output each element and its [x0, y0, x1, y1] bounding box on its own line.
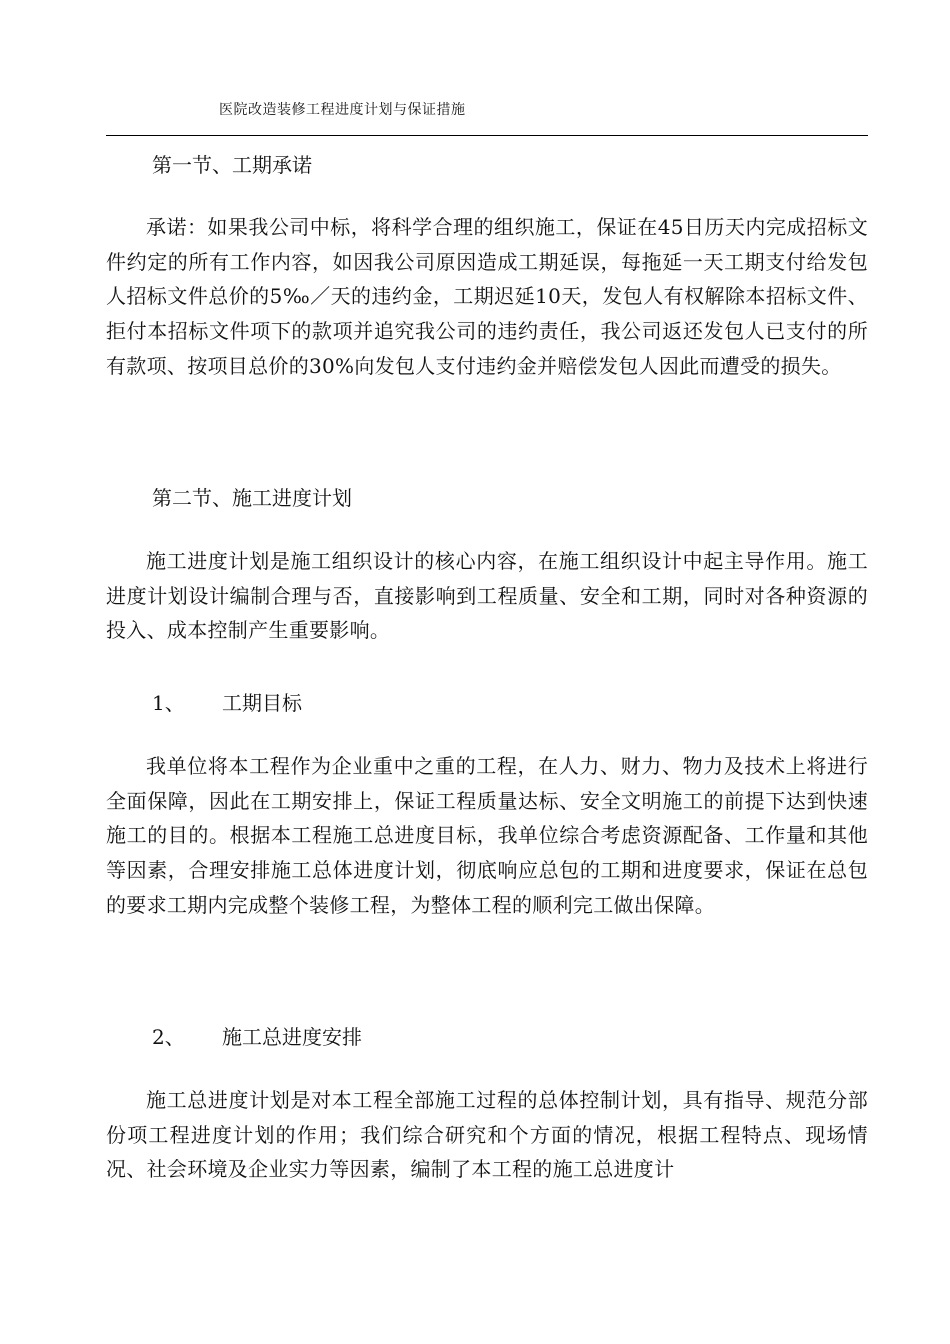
- section1-heading: 第一节、工期承诺: [152, 153, 312, 177]
- section1-paragraph: 承诺：如果我公司中标，将科学合理的组织施工，保证在45日历天内完成招标文件约定的所有工作内容，如因我公司原因造成工期延误，每拖延一天工期支付给发包人招标文件总价的5‰／天的违约金，工期迟延10天，发包人有权解除本招标文件、拒付本招标文件项下的款项并追究我公司的违约责任，我公司返还发包人已支付的所有款项、按项目总价的30%向发包人支付违约金并赔偿发包人因此而遭受的损失。: [106, 215, 868, 378]
- item2-heading: [152, 1022, 362, 1052]
- item2-paragraph: 施工总进度计划是对本工程全部施工过程的总体控制计划，具有指导、规范分部份项工程进度计划的作用；我们综合研究和个方面的情况，根据工程特点、现场情况、社会环境及企业实力等因素，编制了本工程的施工总进度计: [106, 1088, 868, 1182]
- item1-heading: [152, 688, 302, 718]
- item1-paragraph: 我单位将本工程作为企业重中之重的工程，在人力、财力、物力及技术上将进行全面保障，因此在工期安排上，保证工程质量达标、安全文明施工的前提下达到快速施工的目的。根据本工程施工总进度目标，我单位综合考虑资源配备、工作量和其他等因素，合理安排施工总体进度计划，彻底响应总包的工期和进度要求，保证在总包的要求工期内完成整个装修工程，为整体工程的顺利完工做出保障。: [106, 754, 868, 917]
- item2-number: 2、: [152, 1025, 185, 1049]
- page-header-title: 医院改造装修工程进度计划与保证措施: [219, 102, 466, 118]
- item1-number: 1、: [152, 691, 185, 715]
- header-divider: [106, 135, 868, 136]
- section2-paragraph: 施工进度计划是施工组织设计的核心内容，在施工组织设计中起主导作用。施工进度计划设计编制合理与否，直接影响到工程质量、安全和工期，同时对各种资源的投入、成本控制产生重要影响。: [106, 549, 868, 643]
- item2-title: 施工总进度安排: [222, 1025, 362, 1049]
- item1-title: 工期目标: [222, 691, 302, 715]
- section2-heading: 第二节、施工进度计划: [152, 486, 352, 510]
